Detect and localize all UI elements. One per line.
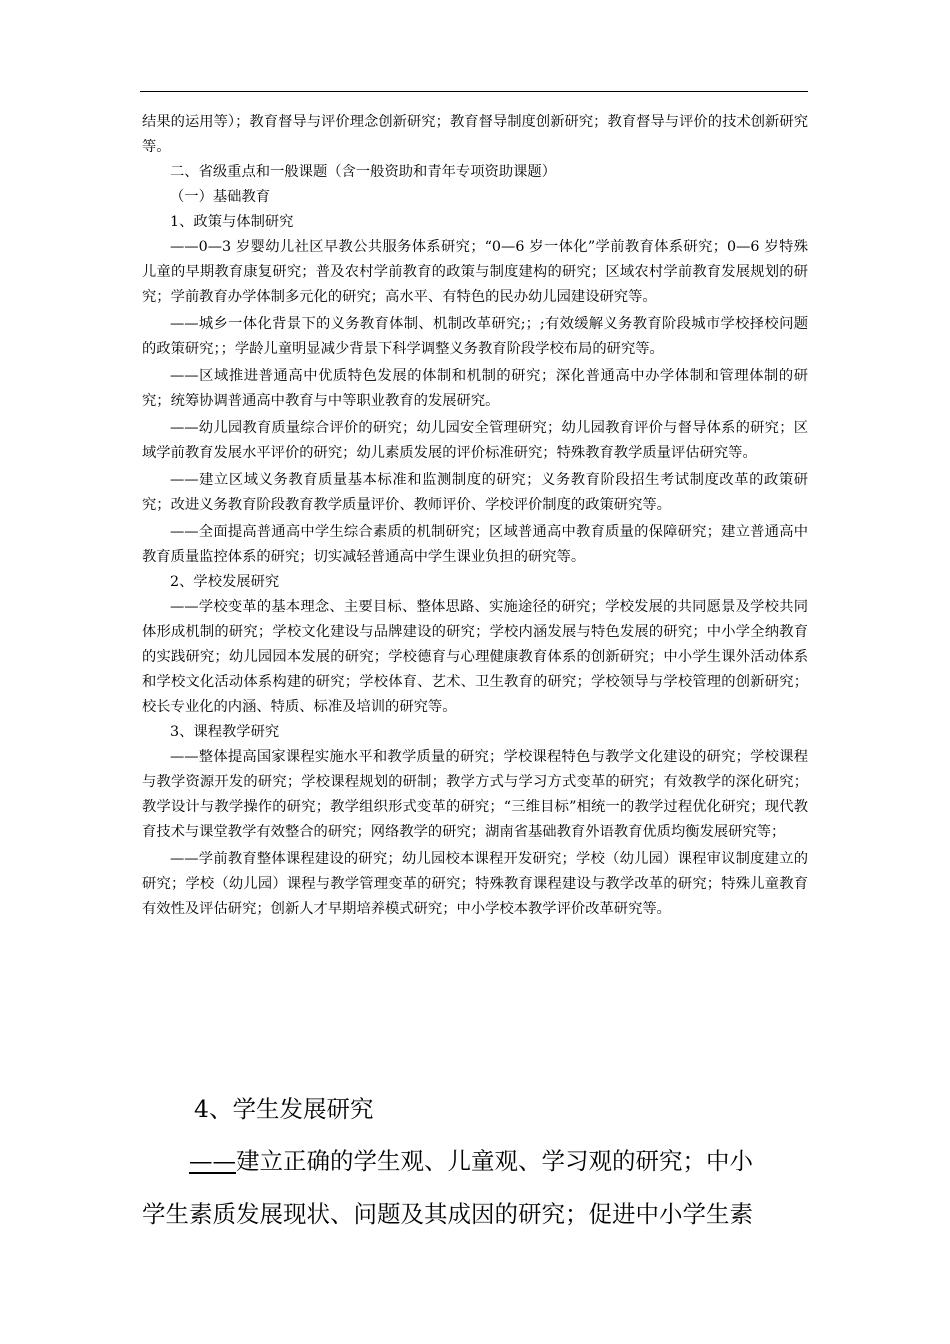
- section-4-dash: ——: [189, 1147, 236, 1175]
- section-4-heading: 4、学生发展研究: [194, 1095, 374, 1123]
- paragraph-compulsory-education: ——城乡一体化背景下的义务教育体制、机制改革研究;；;有效缓解义务教育阶段城市学校择校问题的政策研究；；学龄儿童明显减少背景下科学调整义务教育阶段学校布局的研究等。: [142, 316, 808, 357]
- paragraph-preschool-curriculum: ——学前教育整体课程建设的研究；幼儿园校本课程开发研究；学校（幼儿园）课程审议制度建立的研究；学校（幼儿园）课程与教学管理变革的研究；特殊教育课程建设与教学改革的研究；特殊儿童教育有效性及评估研究；创新人才早期培养模式研究；中小学校本教学评价改革研究等。: [142, 851, 808, 917]
- item-heading-curriculum-teaching: 3、课程教学研究: [170, 724, 280, 740]
- paragraph-school-reform: ——学校变革的基本理念、主要目标、整体思路、实施途径的研究；学校发展的共同愿景及学校共同体形成机制的研究；学校文化建设与品牌建设的研究；学校内涵发展与特色发展的研究；中小学全纳教育的实践研究；幼儿园园本发展的研究；学校德育与心理健康教育体系的创新研究；中小学生课外活动体系和学校文化活动体系构建的研究；学校体育、艺术、卫生教育的研究；学校领导与学校管理的创新研究；校长专业化的内涵、特质、标准及培训的研究等。: [142, 599, 808, 715]
- paragraph-early-education: ——0—3 岁婴幼儿社区早教公共服务体系研究；“0—6 岁一体化”学前教育体系研究；0—6 岁特殊儿童的早期教育康复研究；普及农村学前教育的政策与制度建构的研究；区域农村学前教育发展规划的研究；学前教育办学体制多元化的研究；高水平、有特色的民办幼儿园建设研究等。: [142, 239, 808, 305]
- paragraph-high-school-quality: ——全面提高普通高中学生综合素质的机制研究；区域普通高中教育质量的保障研究；建立普通高中教育质量监控体系的研究；切实减轻普通高中学生课业负担的研究等。: [142, 524, 808, 565]
- section-4-line-2: 学生素质发展现状、问题及其成因的研究；促进中小学生素: [142, 1200, 753, 1228]
- body-text: [142, 110, 808, 922]
- section-4-paragraph: [142, 1135, 832, 1241]
- section-4-heading-wrap: [142, 1093, 884, 1125]
- item-heading-school-development: 2、学校发展研究: [170, 574, 280, 590]
- section-heading-provincial-topics: 二、省级重点和一般课题（含一般资助和青年专项资助课题）: [170, 164, 557, 180]
- paragraph-curriculum-quality: ——整体提高国家课程实施水平和教学质量的研究；学校课程特色与教学文化建设的研究；学校课程与教学资源开发的研究；学校课程规划的研制；教学方式与学习方式变革的研究；有效教学的深化研究；教学设计与教学操作的研究；教学组织形式变革的研究；“三维目标”相统一的教学过程优化研究；现代教育技术与课堂教学有效整合的研究；网络教学的研究；湖南省基础教育外语教育优质均衡发展研究等；: [142, 749, 808, 840]
- paragraph-quality-standards: ——建立区域义务教育质量基本标准和监测制度的研究；义务教育阶段招生考试制度改革的政策研究；改进义务教育阶段教育教学质量评价、教师评价、学校评价制度的政策研究等。: [142, 472, 808, 513]
- paragraph-continuation: 结果的运用等）；教育督导与评价理念创新研究；教育督导制度创新研究；教育督导与评价的技术创新研究等。: [142, 114, 808, 155]
- header-rule: [140, 91, 808, 92]
- paragraph-kindergarten-evaluation: ——幼儿园教育质量综合评价的研究；幼儿园安全管理研究；幼儿园教育评价与督导体系的研究；区域学前教育发展水平评价的研究；幼儿素质发展的评价标准研究；特殊教育教学质量评估研究等。: [142, 420, 808, 461]
- section-4-line-1: [142, 1135, 832, 1188]
- section-4-line-1-text: 建立正确的学生观、儿童观、学习观的研究；中小: [236, 1147, 753, 1175]
- item-heading-policy-system: 1、政策与体制研究: [170, 214, 294, 230]
- subsection-heading-basic-education: （一）基础教育: [170, 189, 271, 205]
- paragraph-high-school-system: ——区域推进普通高中优质特色发展的体制和机制的研究；深化普通高中办学体制和管理体制的研究；统筹协调普通高中教育与中等职业教育的发展研究。: [142, 368, 808, 409]
